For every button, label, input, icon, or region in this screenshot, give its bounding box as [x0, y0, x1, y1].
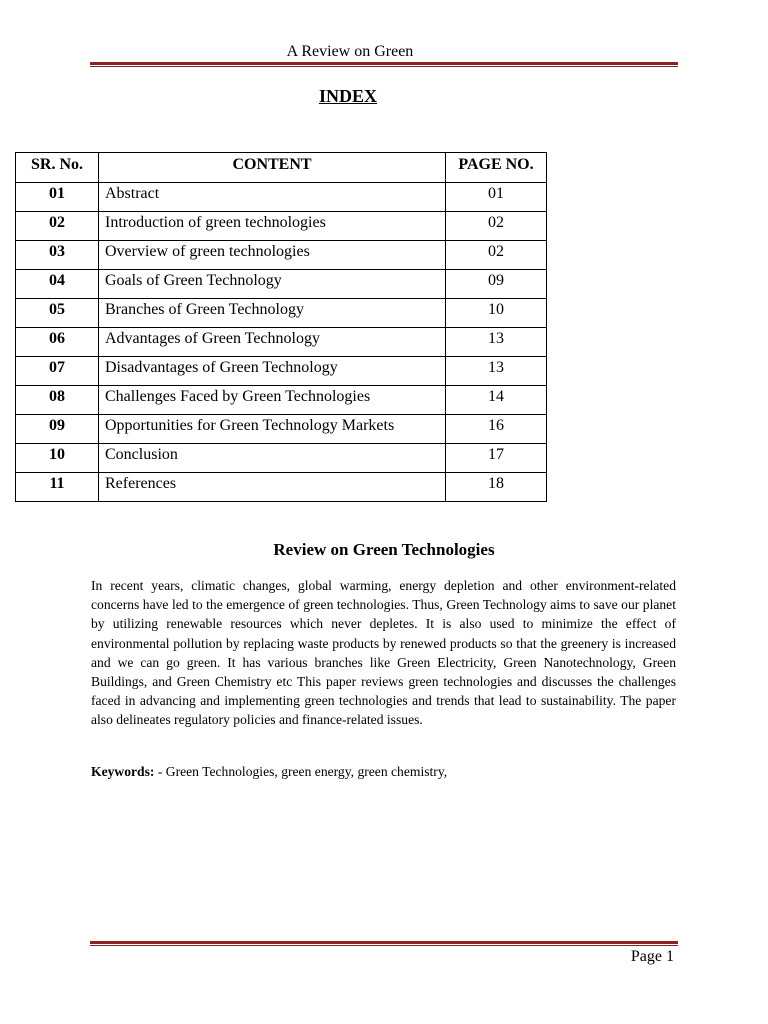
row-page-no: 10 — [446, 299, 547, 328]
index-table-header-row — [16, 153, 547, 183]
abstract-paragraph: In recent years, climatic changes, global warming, energy depletion and other environment-related concerns have led to the emergence of green technologies. Thus, Green Technology aims to save our planet by utilizing renewable resources which never depletes. It is also used to minimize the effect of environmental pollution by replacing waste products by renewed products so that the greenery is increased and we can go green. It has various branches like Green Electricity, Green Nanotechnology, Green Buildings, and Green Chemistry etc This paper reviews green technologies and discusses the challenges faced in advancing and implementing green technologies and trends that lead to sustainability. The paper also delineates regulatory policies and finance-related issues. — [91, 578, 676, 728]
row-content: Abstract — [99, 183, 446, 212]
row-sr-no: 02 — [16, 212, 99, 241]
row-content: Challenges Faced by Green Technologies — [99, 386, 446, 415]
row-content: Overview of green technologies — [99, 241, 446, 270]
keywords-line — [91, 762, 676, 781]
row-page-no: 13 — [446, 328, 547, 357]
table-row — [16, 212, 547, 241]
page-number: Page 1 — [630, 948, 674, 965]
row-page-no: 13 — [446, 357, 547, 386]
header-rule — [90, 62, 678, 67]
row-content: Disadvantages of Green Technology — [99, 357, 446, 386]
row-page-no: 14 — [446, 386, 547, 415]
row-sr-no: 06 — [16, 328, 99, 357]
row-content: Goals of Green Technology — [99, 270, 446, 299]
row-sr-no: 10 — [16, 444, 99, 473]
index-heading: INDEX — [318, 86, 377, 106]
table-row — [16, 328, 547, 357]
keywords-label: Keywords: — [91, 764, 155, 779]
row-sr-no: 11 — [16, 473, 99, 502]
row-page-no: 01 — [446, 183, 547, 212]
index-table — [15, 152, 547, 502]
row-content: Branches of Green Technology — [99, 299, 446, 328]
table-row — [16, 241, 547, 270]
row-page-no: 09 — [446, 270, 547, 299]
row-content: Conclusion — [99, 444, 446, 473]
row-sr-no: 07 — [16, 357, 99, 386]
table-row — [16, 299, 547, 328]
header-page-no: PAGE NO. — [446, 153, 547, 183]
row-sr-no: 08 — [16, 386, 99, 415]
row-sr-no: 05 — [16, 299, 99, 328]
row-page-no: 02 — [446, 212, 547, 241]
row-page-no: 18 — [446, 473, 547, 502]
row-page-no: 16 — [446, 415, 547, 444]
row-sr-no: 09 — [16, 415, 99, 444]
keywords-text: - Green Technologies, green energy, green chemistry, — [154, 764, 448, 779]
row-page-no: 17 — [446, 444, 547, 473]
row-content: Introduction of green technologies — [99, 212, 446, 241]
table-row — [16, 473, 547, 502]
row-content: Opportunities for Green Technology Markets — [99, 415, 446, 444]
table-row — [16, 357, 547, 386]
row-page-no: 02 — [446, 241, 547, 270]
table-row — [16, 183, 547, 212]
table-row — [16, 386, 547, 415]
row-content: References — [99, 473, 446, 502]
document-title: Review on Green Technologies — [273, 540, 495, 559]
table-row — [16, 444, 547, 473]
row-content: Advantages of Green Technology — [99, 328, 446, 357]
header-sr-no: SR. No. — [16, 153, 99, 183]
row-sr-no: 01 — [16, 183, 99, 212]
row-sr-no: 04 — [16, 270, 99, 299]
footer-rule — [90, 941, 678, 946]
running-header: A Review on Green — [286, 43, 414, 60]
table-row — [16, 415, 547, 444]
row-sr-no: 03 — [16, 241, 99, 270]
table-row — [16, 270, 547, 299]
header-content: CONTENT — [99, 153, 446, 183]
